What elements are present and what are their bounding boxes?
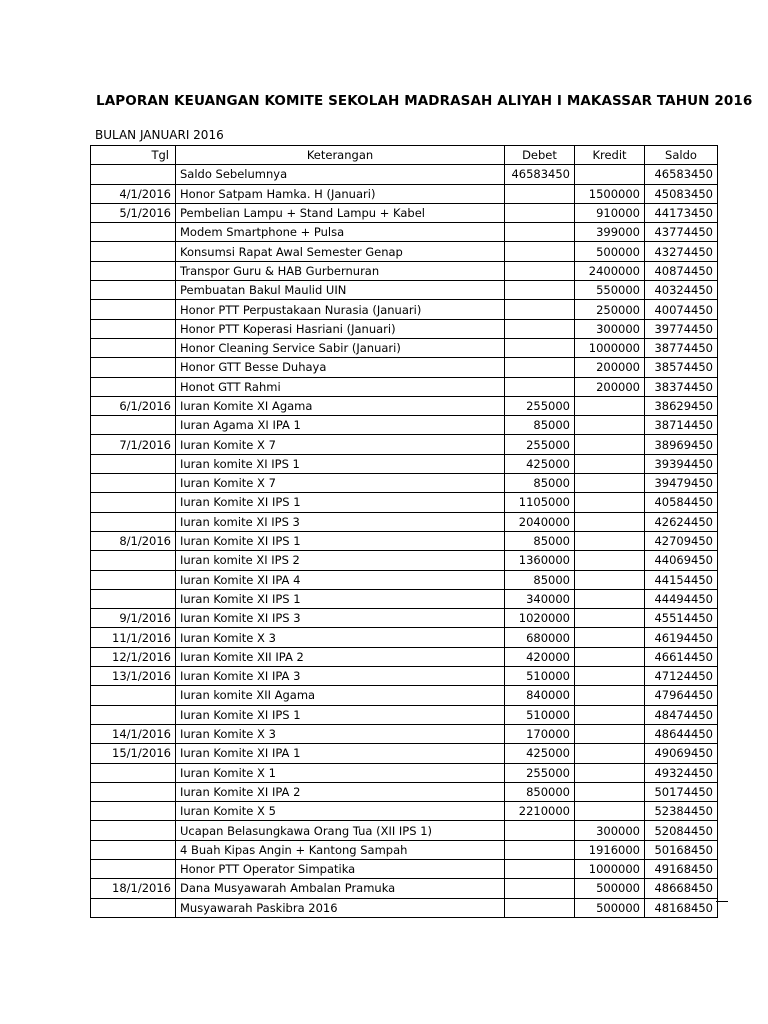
table-row [91,454,718,473]
table-row [91,724,718,743]
cell-debet: 85000 [505,474,575,493]
cell-saldo: 48474450 [645,705,718,724]
table-row [91,628,718,647]
table-row [91,223,718,242]
table-row [91,859,718,878]
cell-debet: 510000 [505,705,575,724]
table-row [91,165,718,184]
cell-saldo: 49324450 [645,763,718,782]
table-row [91,686,718,705]
cell-debet: 1105000 [505,493,575,512]
cell-keterangan: Iuran Komite XI IPA 1 [176,744,505,763]
cell-tgl [91,705,176,724]
cell-kredit: 2400000 [575,261,645,280]
cell-keterangan: Pembelian Lampu + Stand Lampu + Kabel [176,203,505,222]
cell-saldo: 47124450 [645,667,718,686]
cell-saldo: 38969450 [645,435,718,454]
cell-keterangan: Iuran Komite XI IPS 3 [176,609,505,628]
table-row [91,744,718,763]
cell-debet [505,300,575,319]
table-row [91,184,718,203]
cell-saldo: 46194450 [645,628,718,647]
table-row [91,589,718,608]
cell-debet: 680000 [505,628,575,647]
cell-debet [505,840,575,859]
cell-tgl [91,493,176,512]
cell-kredit [575,763,645,782]
cell-kredit [575,744,645,763]
table-row [91,474,718,493]
cell-keterangan: Honor Satpam Hamka. H (Januari) [176,184,505,203]
cell-kredit [575,628,645,647]
cell-debet [505,203,575,222]
cell-saldo: 45514450 [645,609,718,628]
table-row [91,531,718,550]
cell-keterangan: Iuran Agama XI IPA 1 [176,416,505,435]
cell-tgl [91,416,176,435]
cell-tgl [91,821,176,840]
cell-debet: 85000 [505,570,575,589]
cell-kredit: 1916000 [575,840,645,859]
cell-tgl: 13/1/2016 [91,667,176,686]
cell-debet: 2040000 [505,512,575,531]
table-row [91,512,718,531]
cell-keterangan: Iuran Komite X 3 [176,724,505,743]
cell-tgl [91,686,176,705]
cell-kredit: 250000 [575,300,645,319]
cell-tgl [91,512,176,531]
cell-debet: 85000 [505,531,575,550]
table-row [91,416,718,435]
cell-debet [505,859,575,878]
cell-keterangan: Konsumsi Rapat Awal Semester Genap [176,242,505,261]
cell-saldo: 38629450 [645,396,718,415]
cell-debet: 850000 [505,782,575,801]
cell-kredit [575,589,645,608]
cell-debet: 340000 [505,589,575,608]
cell-debet: 255000 [505,435,575,454]
cell-keterangan: Iuran Komite X 5 [176,802,505,821]
cell-keterangan: Honor GTT Besse Duhaya [176,358,505,377]
cell-saldo: 52384450 [645,802,718,821]
cell-keterangan: Iuran Komite XI IPS 1 [176,493,505,512]
header-saldo: Saldo [645,146,718,165]
cell-keterangan: Pembuatan Bakul Maulid UIN [176,281,505,300]
cell-tgl [91,551,176,570]
table-header-row [91,146,718,165]
cell-keterangan: Iuran komite XI IPS 3 [176,512,505,531]
cell-tgl [91,338,176,357]
cell-tgl [91,223,176,242]
table-row [91,281,718,300]
cell-debet: 255000 [505,763,575,782]
cell-kredit [575,165,645,184]
cell-keterangan: Dana Musyawarah Ambalan Pramuka [176,879,505,898]
cell-tgl [91,782,176,801]
table-row [91,570,718,589]
cell-saldo: 44494450 [645,589,718,608]
cell-tgl: 6/1/2016 [91,396,176,415]
table-row [91,319,718,338]
cell-saldo: 40074450 [645,300,718,319]
report-month: BULAN JANUARI 2016 [95,128,224,142]
cell-saldo: 38774450 [645,338,718,357]
cell-debet: 425000 [505,744,575,763]
cell-kredit: 200000 [575,377,645,396]
cell-debet [505,338,575,357]
cell-keterangan: Iuran Komite X 7 [176,435,505,454]
cell-kredit [575,512,645,531]
table-row [91,647,718,666]
cell-keterangan: Iuran Komite X 7 [176,474,505,493]
cell-tgl: 5/1/2016 [91,203,176,222]
cell-saldo: 49168450 [645,859,718,878]
table-row [91,782,718,801]
cell-kredit: 500000 [575,242,645,261]
cell-keterangan: Transpor Guru & HAB Gurbernuran [176,261,505,280]
cell-kredit [575,802,645,821]
cell-saldo: 48668450 [645,879,718,898]
cell-keterangan: Iuran Komite XI Agama [176,396,505,415]
header-tgl: Tgl [91,146,176,165]
cell-saldo: 38374450 [645,377,718,396]
cell-saldo: 47964450 [645,686,718,705]
cell-saldo: 44154450 [645,570,718,589]
cell-kredit [575,782,645,801]
cell-kredit [575,570,645,589]
cell-keterangan: Honot GTT Rahmi [176,377,505,396]
table-row [91,551,718,570]
cell-tgl: 7/1/2016 [91,435,176,454]
cell-kredit [575,686,645,705]
cell-debet: 170000 [505,724,575,743]
cell-tgl [91,281,176,300]
cell-kredit [575,705,645,724]
cell-keterangan: Iuran Komite XI IPS 1 [176,589,505,608]
table-row [91,609,718,628]
cell-tgl [91,319,176,338]
table-row [91,840,718,859]
cell-saldo: 46583450 [645,165,718,184]
cell-keterangan: Honor Cleaning Service Sabir (Januari) [176,338,505,357]
header-debet: Debet [505,146,575,165]
cell-keterangan: Iuran komite XI IPS 1 [176,454,505,473]
cell-tgl: 14/1/2016 [91,724,176,743]
cell-saldo: 50174450 [645,782,718,801]
cell-keterangan: Iuran Komite XI IPS 1 [176,705,505,724]
cell-keterangan: Iuran Komite XI IPA 2 [176,782,505,801]
cell-debet: 1020000 [505,609,575,628]
cell-tgl [91,474,176,493]
cell-saldo: 50168450 [645,840,718,859]
cell-keterangan: Modem Smartphone + Pulsa [176,223,505,242]
cell-tgl: 12/1/2016 [91,647,176,666]
cell-debet [505,319,575,338]
cell-keterangan: Honor PTT Operator Simpatika [176,859,505,878]
table-row [91,358,718,377]
cell-debet [505,184,575,203]
cell-kredit [575,396,645,415]
cell-debet [505,879,575,898]
cell-debet [505,242,575,261]
cell-kredit: 300000 [575,821,645,840]
cell-tgl [91,300,176,319]
cell-debet: 85000 [505,416,575,435]
cell-saldo: 46614450 [645,647,718,666]
cell-keterangan: Iuran Komite XI IPS 1 [176,531,505,550]
cell-tgl [91,165,176,184]
cell-keterangan: Iuran komite XII Agama [176,686,505,705]
table-row [91,802,718,821]
cell-saldo: 38714450 [645,416,718,435]
cell-kredit [575,416,645,435]
cell-kredit: 550000 [575,281,645,300]
cell-saldo: 39479450 [645,474,718,493]
table-row [91,377,718,396]
cell-debet [505,223,575,242]
cell-keterangan: Iuran komite XI IPS 2 [176,551,505,570]
cell-tgl [91,377,176,396]
cell-tgl [91,261,176,280]
cell-tgl: 18/1/2016 [91,879,176,898]
cell-kredit: 1000000 [575,338,645,357]
cell-kredit [575,609,645,628]
cell-kredit [575,531,645,550]
table-trailing-line [716,901,728,902]
cell-debet: 840000 [505,686,575,705]
table-row [91,493,718,512]
cell-tgl [91,859,176,878]
cell-kredit [575,724,645,743]
cell-saldo: 39774450 [645,319,718,338]
cell-kredit [575,435,645,454]
cell-debet [505,377,575,396]
cell-saldo: 40324450 [645,281,718,300]
cell-kredit: 200000 [575,358,645,377]
cell-debet: 510000 [505,667,575,686]
cell-saldo: 49069450 [645,744,718,763]
cell-tgl [91,840,176,859]
cell-tgl [91,454,176,473]
cell-keterangan: Musyawarah Paskibra 2016 [176,898,505,917]
cell-tgl: 9/1/2016 [91,609,176,628]
cell-saldo: 40584450 [645,493,718,512]
header-kredit: Kredit [575,146,645,165]
table-row [91,705,718,724]
cell-debet: 255000 [505,396,575,415]
table-row [91,667,718,686]
cell-debet: 420000 [505,647,575,666]
table-row [91,435,718,454]
cell-debet: 46583450 [505,165,575,184]
cell-tgl [91,570,176,589]
table-row [91,396,718,415]
cell-tgl: 11/1/2016 [91,628,176,647]
cell-tgl [91,242,176,261]
cell-saldo: 48644450 [645,724,718,743]
table-row [91,242,718,261]
cell-tgl: 15/1/2016 [91,744,176,763]
cell-debet: 1360000 [505,551,575,570]
cell-keterangan: Iuran Komite XI IPA 4 [176,570,505,589]
ledger-table [90,145,718,918]
cell-tgl [91,358,176,377]
cell-keterangan: Iuran Komite XI IPA 3 [176,667,505,686]
table-row [91,879,718,898]
cell-saldo: 44069450 [645,551,718,570]
cell-saldo: 52084450 [645,821,718,840]
cell-keterangan: Ucapan Belasungkawa Orang Tua (XII IPS 1) [176,821,505,840]
cell-keterangan: 4 Buah Kipas Angin + Kantong Sampah [176,840,505,859]
table-row [91,261,718,280]
cell-tgl [91,589,176,608]
cell-debet: 2210000 [505,802,575,821]
cell-saldo: 44173450 [645,203,718,222]
cell-saldo: 42709450 [645,531,718,550]
cell-tgl: 4/1/2016 [91,184,176,203]
cell-kredit: 1500000 [575,184,645,203]
table-row [91,898,718,917]
cell-tgl [91,763,176,782]
cell-saldo: 40874450 [645,261,718,280]
cell-kredit [575,454,645,473]
cell-kredit: 910000 [575,203,645,222]
table-row [91,300,718,319]
cell-debet [505,281,575,300]
cell-kredit [575,474,645,493]
cell-kredit [575,647,645,666]
cell-saldo: 39394450 [645,454,718,473]
cell-saldo: 43774450 [645,223,718,242]
header-keterangan: Keterangan [176,146,505,165]
cell-kredit [575,551,645,570]
report-title: LAPORAN KEUANGAN KOMITE SEKOLAH MADRASAH ALIYAH I MAKASSAR TAHUN 2016 [96,93,753,109]
cell-tgl [91,802,176,821]
cell-keterangan: Saldo Sebelumnya [176,165,505,184]
table-row [91,338,718,357]
cell-kredit: 300000 [575,319,645,338]
cell-kredit [575,493,645,512]
cell-kredit: 399000 [575,223,645,242]
cell-keterangan: Iuran Komite XII IPA 2 [176,647,505,666]
cell-debet [505,358,575,377]
cell-keterangan: Honor PTT Koperasi Hasriani (Januari) [176,319,505,338]
cell-saldo: 43274450 [645,242,718,261]
ledger-body [91,165,718,918]
cell-debet [505,898,575,917]
cell-saldo: 42624450 [645,512,718,531]
cell-keterangan: Iuran Komite X 1 [176,763,505,782]
cell-keterangan: Iuran Komite X 3 [176,628,505,647]
cell-kredit: 500000 [575,898,645,917]
cell-keterangan: Honor PTT Perpustakaan Nurasia (Januari) [176,300,505,319]
cell-saldo: 48168450 [645,898,718,917]
table-row [91,763,718,782]
cell-saldo: 38574450 [645,358,718,377]
cell-saldo: 45083450 [645,184,718,203]
cell-debet: 425000 [505,454,575,473]
cell-kredit: 500000 [575,879,645,898]
cell-tgl: 8/1/2016 [91,531,176,550]
cell-debet [505,821,575,840]
cell-kredit: 1000000 [575,859,645,878]
table-row [91,821,718,840]
cell-tgl [91,898,176,917]
cell-kredit [575,667,645,686]
cell-debet [505,261,575,280]
table-row [91,203,718,222]
